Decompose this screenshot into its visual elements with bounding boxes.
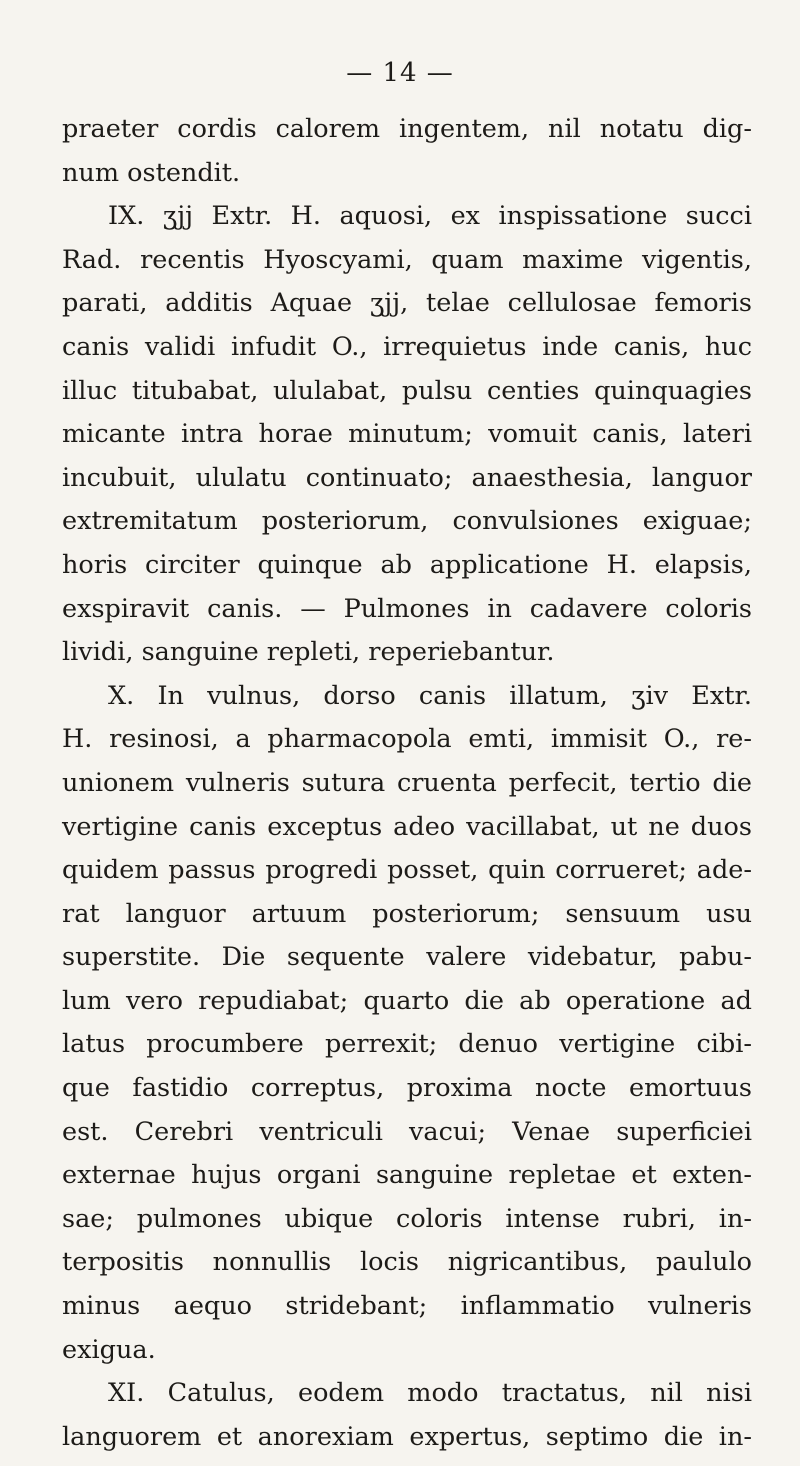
text-line: unionem vulneris sutura cruenta perfecit, tertio die — [62, 767, 752, 798]
text-line: exigua. — [62, 1334, 156, 1365]
text-line: superstite. Die sequente valere videbatur, pabu- — [62, 942, 752, 973]
text-line: terpositis nonnullis locis nigricantibus, paululo — [62, 1247, 752, 1278]
text-line: H. resinosi, a pharmacopola emti, immisit O., re- — [62, 724, 752, 755]
text-line: praeter cordis calorem ingentem, nil notatu dig- — [62, 114, 752, 144]
text-line: canis validi infudit O., irrequietus inde canis, huc — [62, 331, 752, 362]
text-line: vertigine canis exceptus adeo vacillabat, ut ne duos — [62, 811, 752, 842]
text-line: horis circiter quinque ab applicatione H. elapsis, — [62, 549, 752, 580]
text-line: parati, additis Aquae ʒjj, telae cellulosae femoris — [62, 288, 752, 319]
text-line: num ostendit. — [62, 157, 241, 188]
text-line: languorem et anorexiam expertus, septimo die in- — [62, 1421, 752, 1452]
text-line: incubuit, ululatu continuato; anaesthesia, languor — [62, 462, 752, 493]
text-line: externae hujus organi sanguine repletae et exten- — [62, 1160, 752, 1191]
text-line: quidem passus progredi posset, quin corrueret; ade- — [62, 855, 752, 886]
text-line: IX. ʒjj Extr. H. aquosi, ex inspissatione succi — [108, 201, 752, 232]
text-line: Rad. recentis Hyoscyami, quam maxime vigentis, — [62, 244, 752, 275]
text-line: extremitatum posteriorum, convulsiones exiguae; — [62, 506, 752, 537]
text-line: micante intra horae minutum; vomuit canis, lateri — [62, 419, 752, 450]
text-line: rat languor artuum posteriorum; sensuum usu — [62, 898, 752, 929]
text-line: lum vero repudiabat; quarto die ab operatione ad — [62, 985, 752, 1016]
text-line: X. In vulnus, dorso canis illatum, ʒiv Extr. — [108, 680, 752, 711]
body-text — [62, 108, 752, 1459]
page-number: — 14 — — [346, 58, 454, 88]
text-line: minus aequo stridebant; inflammatio vulneris — [62, 1291, 752, 1322]
text-line: lividi, sanguine repleti, reperiebantur. — [62, 637, 555, 668]
text-line: latus procumbere perrexit; denuo vertigine cibi- — [62, 1029, 752, 1060]
text-line: sae; pulmones ubique coloris intense rubri, in- — [62, 1203, 752, 1234]
text-line: exspiravit canis. — Pulmones in cadavere coloris — [62, 593, 752, 624]
text-line: est. Cerebri ventriculi vacui; Venae superficiei — [62, 1116, 752, 1147]
text-line: illuc titubabat, ululabat, pulsu centies quinquagies — [62, 375, 752, 406]
text-line: XI. Catulus, eodem modo tractatus, nil nisi — [108, 1378, 752, 1409]
text-line: que fastidio correptus, proxima nocte emortuus — [62, 1073, 752, 1104]
